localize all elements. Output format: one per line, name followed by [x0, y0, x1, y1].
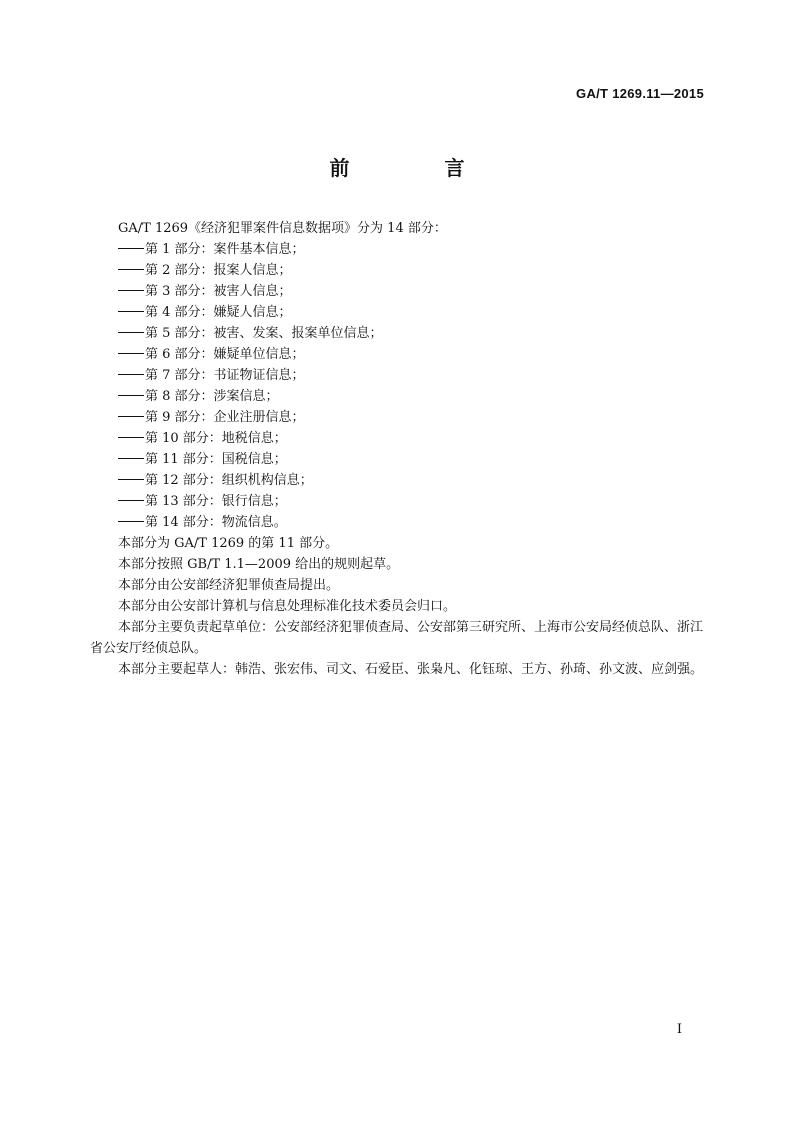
- drafting-rules-paragraph: 本部分按照 GB/T 1.1—2009 给出的规则起草。: [118, 557, 400, 572]
- page-number: I: [676, 1022, 682, 1037]
- dash-mark: [118, 374, 144, 376]
- part-statement-paragraph: 本部分为 GA/T 1269 的第 11 部分。: [118, 536, 339, 551]
- list-item-text: 第 10 部分：地税信息；: [145, 431, 287, 446]
- list-item: [90, 470, 706, 491]
- list-item-text: 第 3 部分：被害人信息；: [145, 284, 292, 299]
- centralized-by-paragraph: 本部分由公安部计算机与信息处理标准化技术委员会归口。: [118, 599, 457, 614]
- dash-mark: [118, 311, 144, 313]
- list-item: [90, 323, 706, 344]
- list-item: [90, 281, 706, 302]
- drafters-paragraph: 本部分主要起草人：韩浩、张宏伟、司文、石爱臣、张枭凡、化钰琼、王方、孙琦、孙文波、应剑强。: [118, 662, 704, 677]
- list-item: [90, 407, 706, 428]
- list-item: [90, 428, 706, 449]
- dash-mark: [118, 269, 144, 271]
- list-item: [90, 260, 706, 281]
- dash-mark: [118, 353, 144, 355]
- dash-mark: [118, 437, 144, 439]
- dash-mark: [118, 332, 144, 334]
- list-item-text: 第 9 部分：企业注册信息；: [145, 410, 305, 425]
- dash-mark: [118, 521, 144, 523]
- foreword-content: [90, 218, 706, 680]
- parts-list: [90, 239, 706, 533]
- list-item-text: 第 7 部分：书证物证信息；: [145, 368, 305, 383]
- dash-mark: [118, 458, 144, 460]
- list-item: [90, 344, 706, 365]
- dash-mark: [118, 248, 144, 250]
- list-item-text: 第 14 部分：物流信息。: [145, 515, 287, 530]
- dash-mark: [118, 479, 144, 481]
- list-item-text: 第 13 部分：银行信息；: [145, 494, 287, 509]
- list-item: [90, 239, 706, 260]
- intro-paragraph: GA/T 1269《经济犯罪案件信息数据项》分为 14 部分：: [118, 221, 447, 236]
- list-item-text: 第 1 部分：案件基本信息；: [145, 242, 305, 257]
- list-item-text: 第 11 部分：国税信息；: [145, 452, 287, 467]
- page-title: 前 言: [329, 156, 509, 180]
- list-item: [90, 449, 706, 470]
- standard-code: GA/T 1269.11—2015: [576, 86, 704, 101]
- dash-mark: [118, 500, 144, 502]
- list-item-text: 第 4 部分：嫌疑人信息；: [145, 305, 292, 320]
- list-item: [90, 491, 706, 512]
- list-item-text: 第 5 部分：被害、发案、报案单位信息；: [145, 326, 383, 341]
- list-item: [90, 512, 706, 533]
- list-item: [90, 386, 706, 407]
- list-item-text: 第 2 部分：报案人信息；: [145, 263, 292, 278]
- dash-mark: [118, 395, 144, 397]
- list-item: [90, 302, 706, 323]
- list-item-text: 第 12 部分：组织机构信息；: [145, 473, 313, 488]
- list-item-text: 第 8 部分：涉案信息；: [145, 389, 279, 404]
- list-item: [90, 365, 706, 386]
- dash-mark: [118, 416, 144, 418]
- proposed-by-paragraph: 本部分由公安部经济犯罪侦查局提出。: [118, 578, 340, 593]
- drafting-units-paragraph: 本部分主要负责起草单位：公安部经济犯罪侦查局、公安部第三研究所、上海市公安局经侦总队、浙江省公安厅经侦总队。: [90, 620, 704, 656]
- list-item-text: 第 6 部分：嫌疑单位信息；: [145, 347, 305, 362]
- dash-mark: [118, 290, 144, 292]
